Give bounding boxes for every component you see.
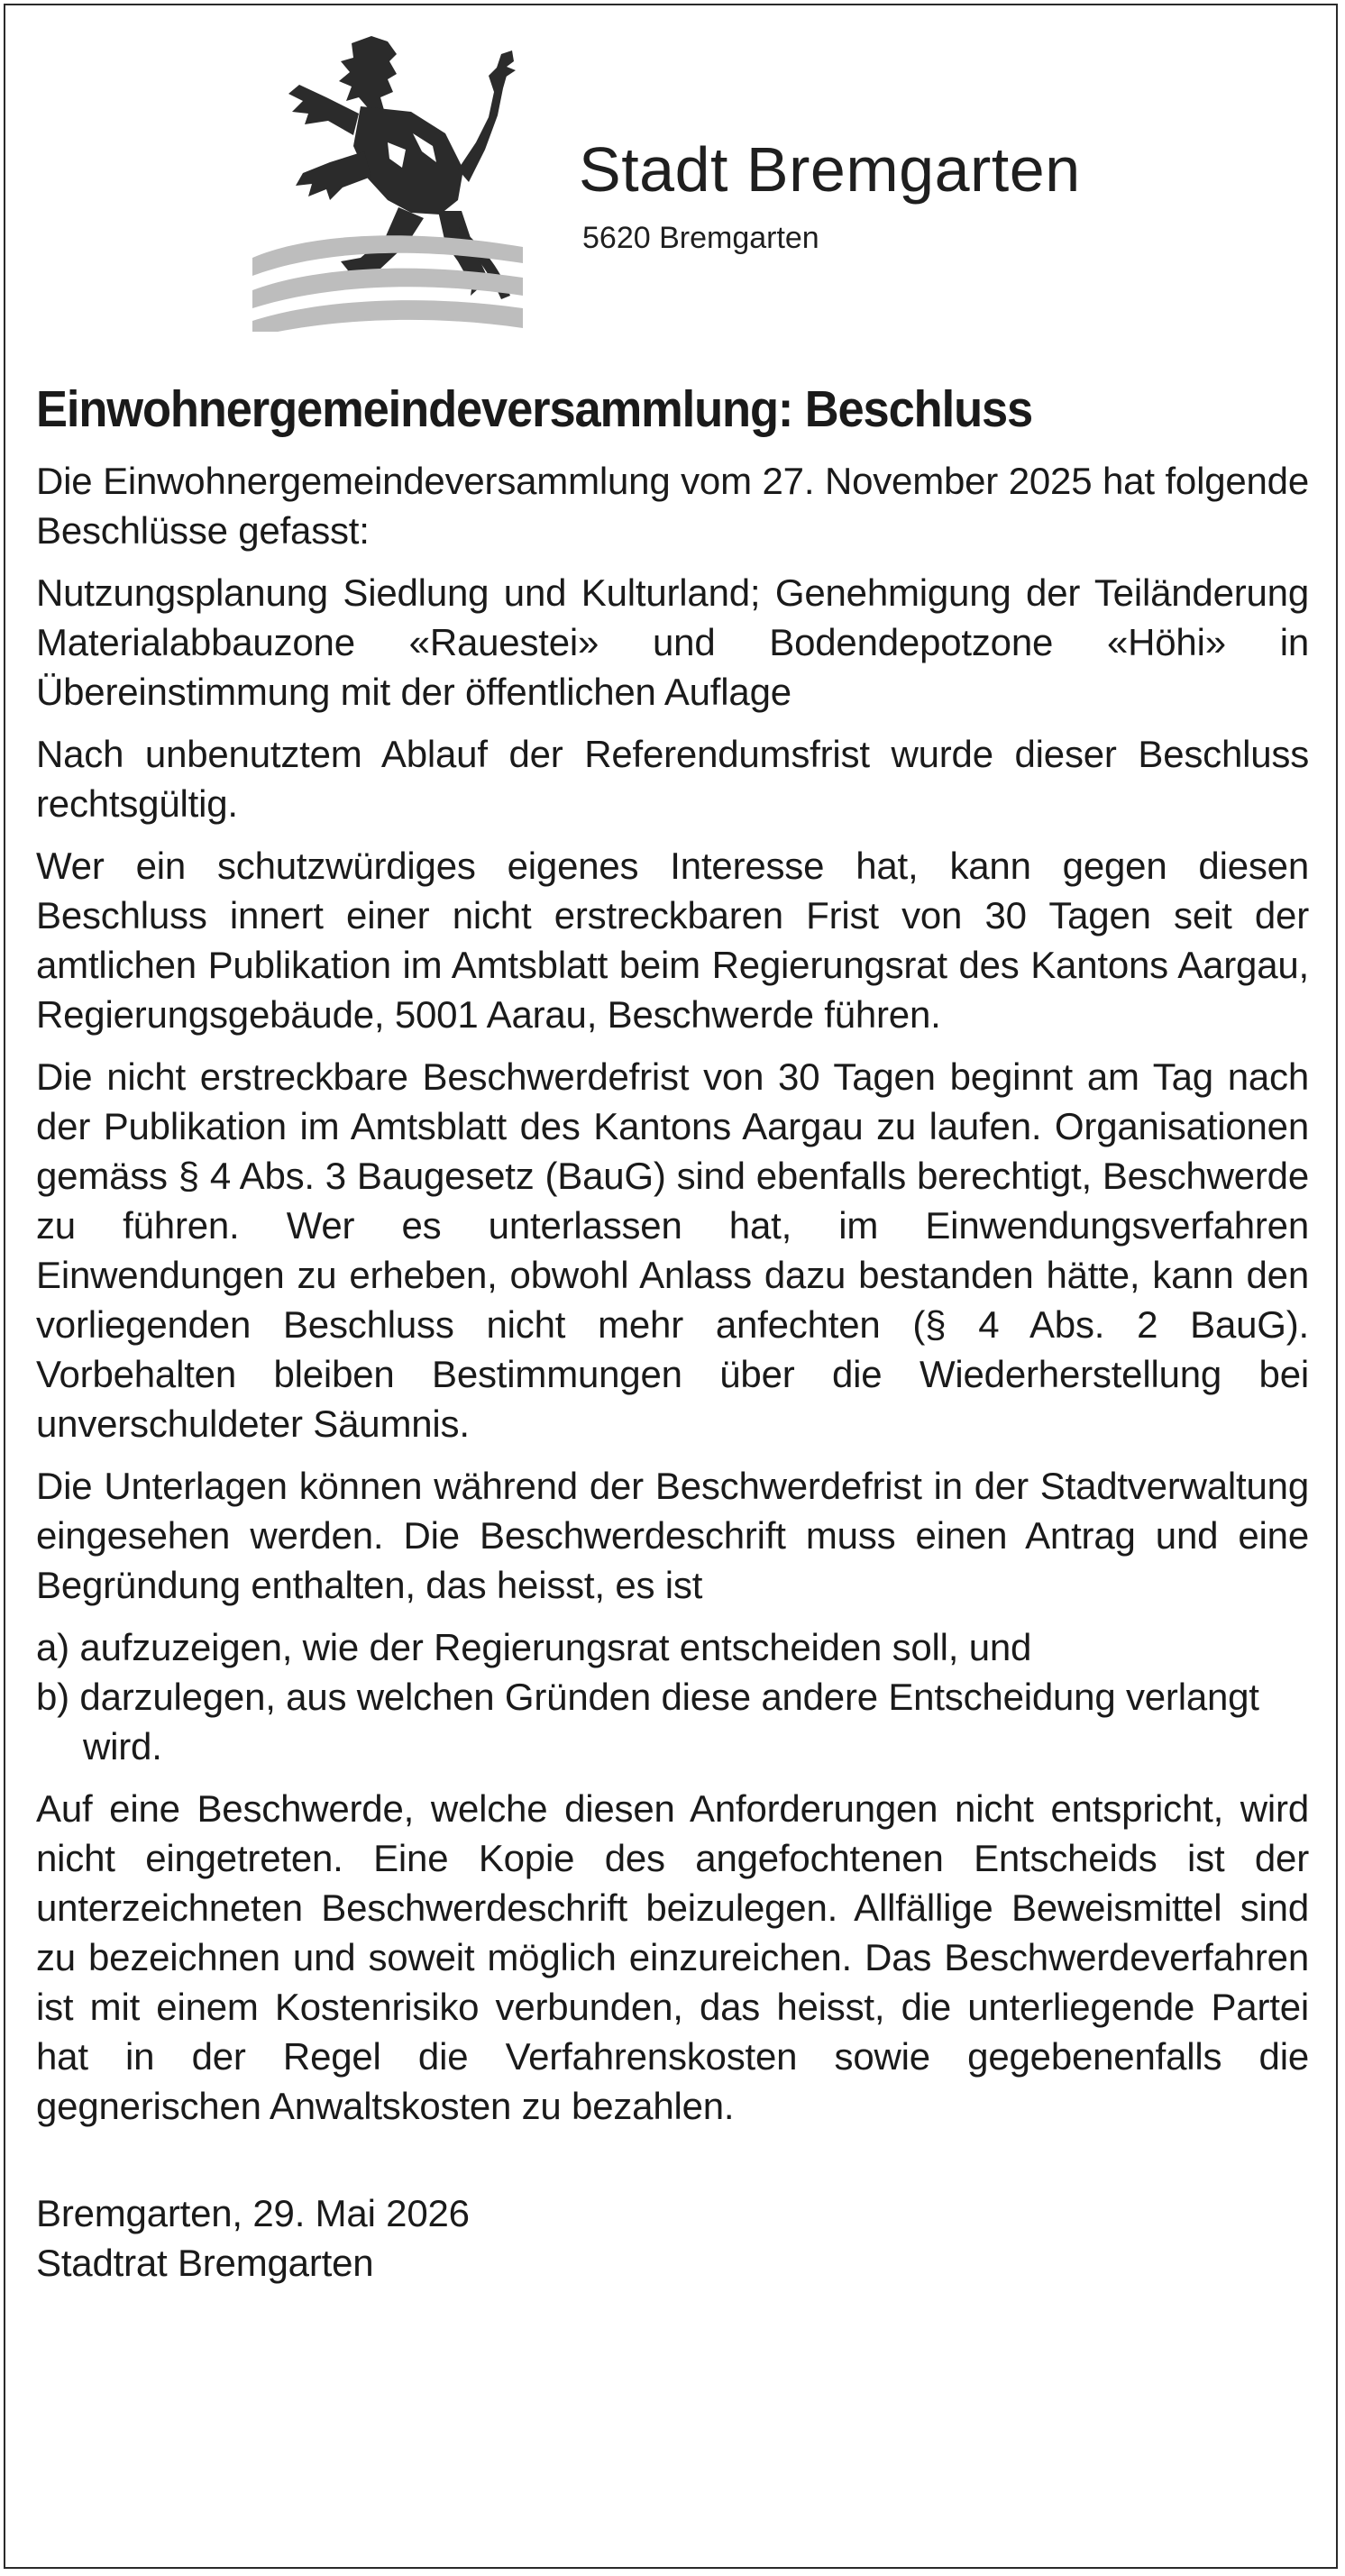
paragraph-intro: Die Einwohnergemeindeversammlung vom 27. November 2025 hat folgende Beschlüsse gefasst: <box>36 460 1309 552</box>
paragraph-legal-validity: Nach unbenutztem Ablauf der Referendumsfrist wurde dieser Beschluss rechtsgültig. <box>36 733 1309 825</box>
organization-address: 5620 Bremgarten <box>582 221 819 255</box>
list-item: a) aufzuzeigen, wie der Regierungsrat entscheiden soll, und <box>36 1626 1032 1668</box>
signature-signatory: Stadtrat Bremgarten <box>36 2242 374 2284</box>
signature-place-date: Bremgarten, 29. Mai 2026 <box>36 2192 470 2234</box>
paragraph-appeal-deadline: Die nicht erstreckbare Beschwerdefrist von 30 Tagen beginnt am Tag nach der Publikation im Amtsblatt des Kantons Aargau zu laufen. Organisationen gemäss § 4 Abs. 3 Baugesetz (BauG) sind ebenfalls berechtigt, Beschwerde zu führen. Wer es unterlassen hat, im Einwendungsverfahren Einwendungen zu erheben, obwohl Anlass dazu bestanden hätte, kann den vorliegenden Beschluss nicht mehr anfechten (§ 4 Abs. 2 BauG). Vorbehalten bleiben Bestimmungen über die Wiederherstellung bei unverschuldeter Säumnis. <box>36 1055 1309 1445</box>
requirements-list <box>36 1622 1309 1771</box>
signature-block <box>36 2188 1309 2288</box>
paragraph-decision: Nutzungsplanung Siedlung und Kulturland; Genehmigung der Teiländerung Materialabbauzone «Rauestei» und Bodendepotzone «Höhi» in Übereinstimmung mit der öffentlichen Auflage <box>36 571 1309 713</box>
paragraph-documents: Die Unterlagen können während der Beschwerdefrist in der Stadtverwaltung eingesehen werden. Die Beschwerdeschrift muss einen Antrag und eine Begründung enthalten, das heisst, es ist <box>36 1465 1309 1606</box>
notice-title: Einwohnergemeindeversammlung: Beschluss <box>36 380 1033 438</box>
paragraph-appeal-right: Wer ein schutzwürdiges eigenes Interesse hat, kann gegen diesen Beschluss innert einer nicht erstreckbaren Frist von 30 Tagen seit der amtlichen Publikation im Amtsblatt beim Regierungsrat des Kantons Aargau, Regierungsgebäude, 5001 Aarau, Beschwerde führen. <box>36 845 1309 1036</box>
notice-body <box>36 379 1309 2288</box>
paragraph-closing: Auf eine Beschwerde, welche diesen Anforderungen nicht entspricht, wird nicht eingetreten. Eine Kopie des angefochtenen Entscheids ist der unterzeichneten Beschwerdeschrift beizulegen. Allfällige Beweismittel sind zu bezeichnen und soweit möglich einzureichen. Das Beschwerdeverfahren ist mit einem Kostenrisiko verbunden, das heisst, die unterliegende Partei hat in der Regel die Verfahrenskosten sowie gegebenenfalls die gegnerischen Anwaltskosten zu bezahlen. <box>36 1787 1309 2127</box>
lion-coat-of-arms-icon <box>252 34 541 332</box>
organization-name: Stadt Bremgarten <box>579 134 1081 205</box>
list-item: b) darzulegen, aus welchen Gründen diese andere Entscheidung verlangt wird. <box>36 1676 1259 1768</box>
